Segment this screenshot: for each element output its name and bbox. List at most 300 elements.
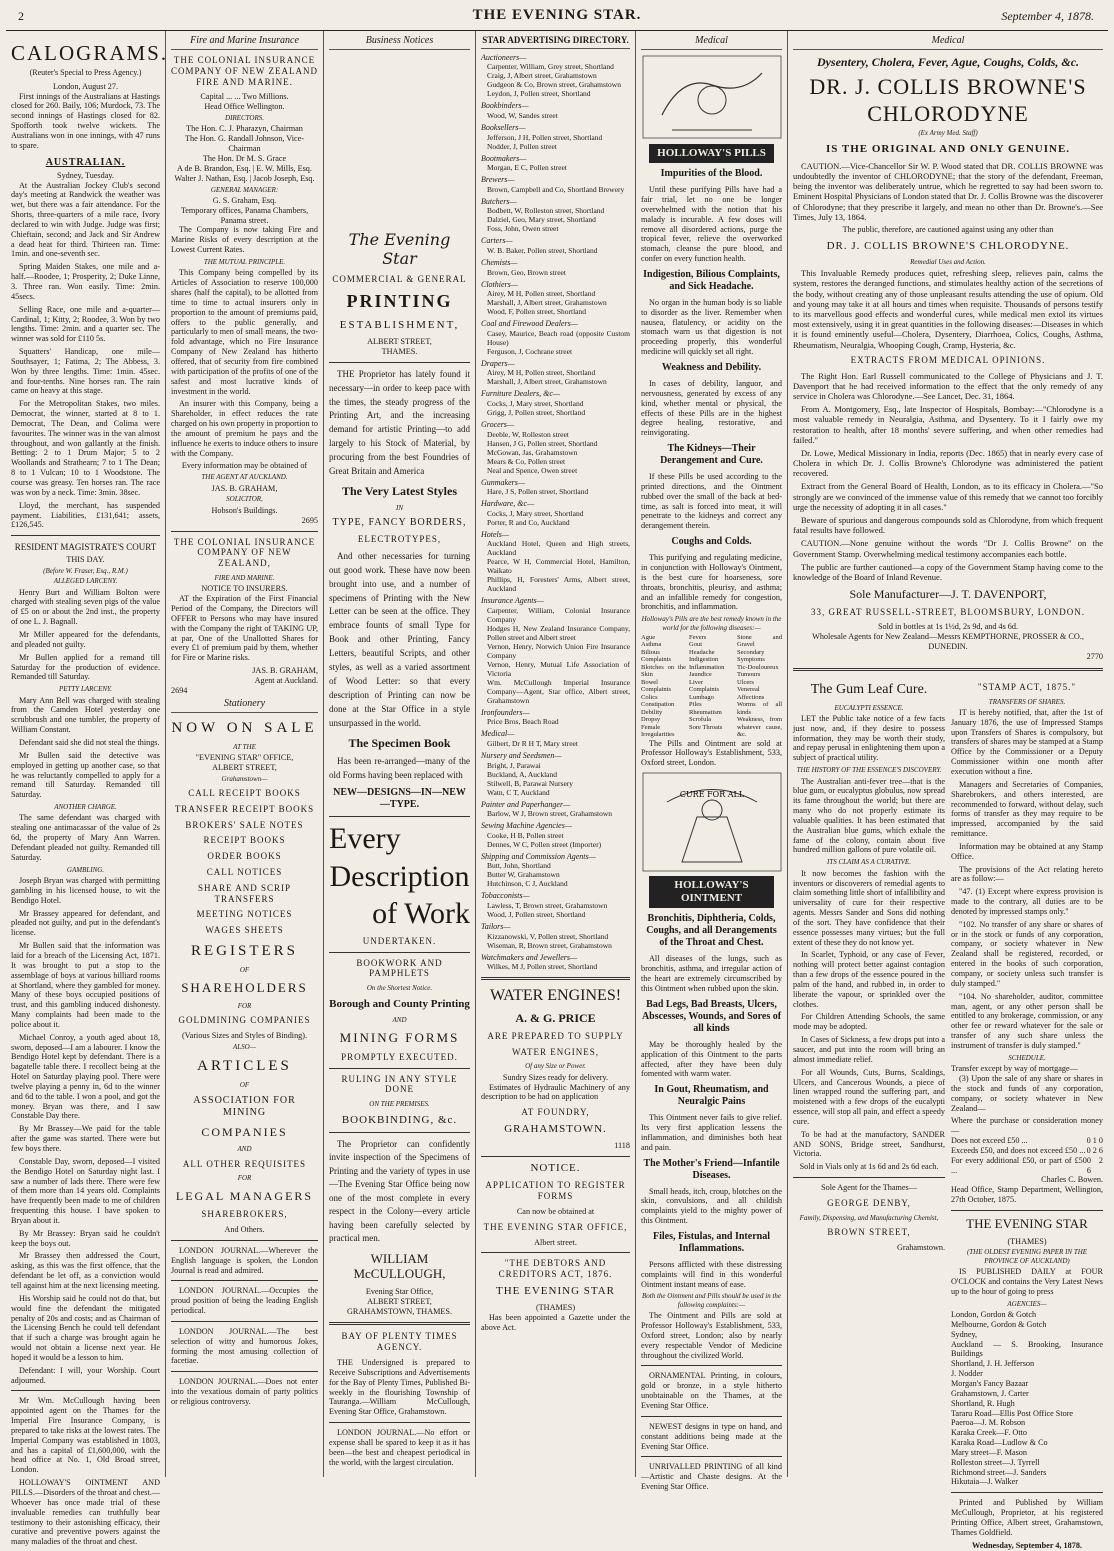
case-heading: GAMBLING. <box>66 865 105 874</box>
article-para: Lloyd, the merchant, has suspended payment. Liabilities, £131,641; assets, £126,545. <box>11 500 160 530</box>
buildings: Hobson's Buildings. <box>211 505 278 515</box>
schedule-value: 0 1 0 <box>1086 1136 1103 1146</box>
directory-entry: Stilwell, B, Parawai Nursery <box>487 778 574 788</box>
registers: REGISTERS <box>190 943 298 960</box>
both-heading: Both the Ointment and Pills should be used in the following complaints:— <box>641 1292 781 1309</box>
disease-item: Tumours <box>737 671 761 679</box>
directory-category: Tailors— <box>481 922 511 932</box>
directory-entry: Buckland, A, Auckland <box>487 769 557 779</box>
shareholders: SHAREHOLDERS <box>181 980 308 996</box>
newspaper-title: THE EVENING STAR. <box>472 6 642 23</box>
directory-category: Insurance Agents— <box>481 596 544 606</box>
schedule-label: Exceeds £50, and does not exceed £50 ... <box>951 1145 1086 1155</box>
stamp-act-heading: "STAMP ACT, 1875." <box>977 681 1077 692</box>
directory-category: Bootmakers— <box>481 153 527 163</box>
stationery-item: RECEIPT BOOKS <box>203 835 286 846</box>
promptly: PROMPTLY EXECUTED. <box>341 1051 458 1062</box>
directory-category: Nursery and Seedsmen— <box>481 751 562 761</box>
case-heading: ANOTHER CHARGE. <box>54 803 117 812</box>
article-para: By Mr Brassey—We paid for the table after the game was started. There were but few boys there. <box>11 1124 160 1153</box>
two-column-area <box>793 677 1103 1551</box>
mothers-friend-heading: The Mother's Friend—Infantile Diseases. <box>643 1157 780 1181</box>
shortest: On the Shortest Notice. <box>366 984 433 993</box>
directors-heading: DIRECTORS. <box>225 114 264 123</box>
issue-date: September 4, 1878. <box>1001 9 1094 23</box>
article-para: Small heads, itch, croup, blotches on the skin, convulsions, and all childish complaints yield to the mighty power of this Ointment. <box>641 1186 782 1226</box>
disease-item: Venereal Affections <box>737 686 765 701</box>
disease-item: Debility <box>641 708 663 716</box>
agent-name: JAS. B. GRAHAM, <box>252 666 318 676</box>
insurance-title-2: THE COLONIAL INSURANCE COMPANY OF NEW ZEALAND, <box>173 536 316 569</box>
divider <box>329 1132 470 1133</box>
for: FOR <box>237 1174 252 1183</box>
ruling: RULING IN ANY STYLE DONE <box>341 1073 458 1095</box>
article-para: IT is hereby notified, that, after the 1st of January 1876, the use of Impressed Stamps upon Transfers of Shares is compulsory, but transfers of shares may be stamped at a Stamp Office by the Commissioner or a Deputy Commissioner within one month after execution without a fine. <box>951 707 1103 776</box>
ad-ref: 2694 <box>171 685 188 695</box>
gazette-notice: Has been appointed a Gazette under the above Act. <box>481 1313 630 1332</box>
disease-item: Headache <box>689 648 715 656</box>
address: 33, GREAT RUSSELL-STREET, BLOOMSBURY, LONDON. <box>810 606 1086 617</box>
stationery-item: CALL NOTICES <box>206 867 283 878</box>
vials: Sold in Vials only at 1s 6d and 2s 6d each. <box>799 1162 939 1172</box>
divider <box>951 1210 1103 1211</box>
masthead <box>6 0 1108 31</box>
imprint-date: Wednesday, September 4, 1878. <box>972 1540 1082 1550</box>
disease-item: Bowel Complaints <box>641 678 671 694</box>
schedule-value: 0 2 6 <box>1086 1145 1103 1155</box>
stationery-item: SHARE AND SCRIP TRANSFERS <box>197 882 292 904</box>
divider <box>793 668 1103 671</box>
type-borders: TYPE, FANCY BORDERS, <box>332 516 467 528</box>
notice-heading: NOTICE TO INSURERS. <box>201 584 288 594</box>
article-para: Spring Maiden Stakes, one mile and a-half.—Roodee, 1; Prosperity, 2; Duke Linne, 3. Three ran. Won easily. Time: 2min. 45secs. <box>11 262 160 301</box>
directory-entry: Barlow, W J, Brown street, Grahamstown <box>487 809 613 819</box>
column-holloway <box>636 31 788 1492</box>
disease-item: Fevers <box>689 633 707 641</box>
directory-entry: Gilbert, Dr R H T, Mary street <box>487 739 578 749</box>
ad-ref: 1118 <box>614 1141 630 1151</box>
divider <box>329 816 470 817</box>
calograms-subtitle: (Reuter's Special to Press Agency.) <box>29 68 142 78</box>
divider <box>329 952 470 953</box>
disease-item: Worms of all kinds <box>737 701 782 716</box>
town: Grahamstown— <box>221 774 268 783</box>
article-para: The same defendant was charged with stealing one antimacassar of the value of 2s 6d, the property of Mary Ann Warren. Defendant pleaded not guilty. Remanded till Saturday. <box>11 813 160 862</box>
article-para: This Ointment never fails to give relief. Its very first application lessens the inflammation, and diminishes both heat and pain. <box>641 1113 782 1152</box>
disease-item: Bilious Complaints <box>641 648 671 664</box>
holloways-ointment-banner: HOLLOWAY'S OINTMENT <box>649 876 774 908</box>
directory-entry: Craig, J, Albert street, Grahamstown <box>487 71 597 81</box>
divider <box>481 1252 630 1253</box>
article-para: Defendant: I will, your Worship. Court adjourned. <box>11 1365 160 1385</box>
disease-item: Piles <box>689 701 702 709</box>
directory-category: Grocers— <box>481 419 515 429</box>
ornamental-ad: ORNAMENTAL Printing, in colours, gold or bronze, in a style hitherto unobtainable on the Thames, at the Evening Star Office. <box>641 1371 782 1410</box>
companies: COMPANIES <box>201 1124 288 1139</box>
column-heading: Stationery <box>171 698 318 713</box>
agent-at: THE AGENT AT AUCKLAND. <box>201 473 288 482</box>
director: A de B. Brandon, Esq. | E. W. Mills, Esq. <box>177 163 312 173</box>
can-now: Can now be obtained at <box>516 1206 595 1216</box>
of-work: of Work <box>372 897 470 931</box>
agent-entry: Shortland, R. Hugh <box>951 1398 1015 1408</box>
directory-entry: Bodbett, W, Rolleston street, Shortland <box>487 206 605 216</box>
disease-item: Tic-Douloureux <box>737 663 779 671</box>
director: The Hon. Dr M. S. Grace <box>202 154 287 163</box>
disease-item: Jaundice <box>689 671 712 679</box>
divider <box>481 977 630 980</box>
article-para: This purifying and regulating medicine, in conjunction with Holloway's Ointment, is the best cure for hoarseness, sore throats, bronchitis, pleurisy, and asthma; and an infallible remedy for congestion, bronchitis, and inflammation. <box>641 553 782 612</box>
agent-entry: Auckland — S. Brooking, Insurance Buildings <box>951 1339 1103 1359</box>
street: BROWN STREET, <box>827 1227 911 1238</box>
article-para: Mary Ann Bell was charged with stealing from the Camden Hotel yesterday one scrubbrush and one tumbler, the property of William Constant. <box>11 695 160 735</box>
agent-entry: Richmond street—J. Sanders <box>951 1467 1047 1477</box>
disease-item: Inflammation <box>689 663 725 671</box>
schedule-heading: SCHEDULE. <box>1008 1053 1046 1062</box>
schedule-value: 0 2 6 <box>1086 1155 1103 1175</box>
estimates: Estimates of Hydraulic Machinery of any description to be had on application <box>481 1082 630 1102</box>
disease-item: Female Irregularities <box>641 723 675 739</box>
disease-item: Dropsy <box>641 716 661 724</box>
office: THE EVENING STAR OFFICE, <box>483 1221 628 1232</box>
divider <box>951 1492 1103 1493</box>
directory-entry: Wood, J, Pollen street, Shortland <box>487 910 586 920</box>
directory-entry: Price Bros, Beach Road <box>487 717 559 727</box>
indigestion-heading: Indigestion, Bilious Complaints, and Sick Headache. <box>643 268 780 292</box>
disease-item: Ulcers <box>737 678 754 686</box>
disease-item: Indigestion <box>689 656 719 664</box>
article-para: For the Metropolitan Stakes, two miles. Democrat, the winner, started at 8 to 1. Democrat, The Dean, and Colima were favourites. The winner was in the van almost throughout, and won gallantly at the finish. Betting: 2 to 1 Drum Major; 5 to 2 Woollands and Strathearn; 7 to 1 The Dean; 8 to 1 Vulcan; 10 to 1 Woodstone. The course was greasy. Ten horses ran. The race was won by a neck. Time: 3min. 38sec. <box>11 399 160 497</box>
directory-entry: Wm. McCullough Imperial Insurance Company—Agent, Star office, Albert street, Grahamstown <box>487 677 630 705</box>
directory-entry: Marshall, J, Albert street, Grahamstown <box>487 298 607 308</box>
ad-ref: 2695 <box>301 515 318 525</box>
disease-item: Secondary Symptoms <box>737 648 765 664</box>
of: OF <box>239 966 250 975</box>
agent-entry: Hikutaia—J. Walker <box>951 1477 1018 1487</box>
also: ALSO— <box>233 1043 256 1052</box>
mining-forms: MINING FORMS <box>339 1030 460 1046</box>
directory-entry: Airey, M H, Pollen street, Shortland <box>487 368 596 378</box>
holloways-pills-banner: HOLLOWAY'S PILLS <box>649 144 774 163</box>
directory-category: Bookbinders— <box>481 101 529 111</box>
article-para: In cases of debility, languor, and nervousness, generated by excess of any kind, whether mental or physical, the effects of these Pills are in the highest degree healing, restorative, and reinvigorating. <box>641 379 782 438</box>
in: IN <box>396 503 403 512</box>
calograms-title: CALOGRAMS. <box>11 41 169 65</box>
article-para: In Cases of Sickness, a few drops put into a saucer, and put into the room will bring an almost immediate relief. <box>793 1035 945 1064</box>
agent-entry: Sydney, <box>951 1329 978 1339</box>
newest-ad: NEWEST designs in type on hand, and constant additions being made at the Evening Star Office. <box>641 1421 782 1451</box>
bad-legs-heading: Bad Legs, Bad Breasts, Ulcers, Abscesses, Wounds, and Sores of all kinds <box>641 998 782 1034</box>
directory-category: Sewing Machine Agencies— <box>481 821 572 831</box>
office-name: "EVENING STAR" OFFICE, <box>195 753 294 763</box>
water-engines: WATER ENGINES! <box>489 987 622 1005</box>
directory-category: Gunmakers— <box>481 477 525 487</box>
disease-item: Colics <box>641 693 658 701</box>
latest-styles: The Very Latest Styles <box>342 484 457 499</box>
directory-entry: Butt, John, Shortland <box>487 861 551 871</box>
transfers: TRANSFERS OF SHARES. <box>988 697 1066 706</box>
original-genuine: IS THE ORIGINAL AND ONLY GENUINE. <box>825 142 1071 155</box>
manager: G. S. Graham, Esq. <box>212 195 277 205</box>
directory-entry: Butter W, Grahamstown <box>487 870 560 880</box>
paper-name: The Evening Star <box>348 230 451 269</box>
directory-category: Painter and Paperhanger— <box>481 799 571 809</box>
borough-county: Borough and County Printing <box>329 997 470 1010</box>
agent-entry: Karaka Creek—F. Otto <box>951 1428 1027 1438</box>
column-heading: STAR ADVERTISING DIRECTORY. <box>481 35 630 49</box>
disease-item: Lumbago <box>689 693 714 701</box>
directory-entry: Porter, R and Co, Auckland <box>487 517 570 527</box>
gum-leaf-column <box>793 677 945 1551</box>
unrivalled-ad: UNRIVALLED PRINTING of all kind—Artistic and Chaste designs. At the Evening Star Office. <box>641 1462 782 1492</box>
article-para: If these Pills be used according to the printed directions, and the Ointment rubbed over the small of the back at bed-time, as salt is forced into meat, it will penetrate to the kidneys and correct any derangement therein. <box>641 472 782 531</box>
disease-item: Stone and Gravel <box>737 633 782 649</box>
article-para: No organ in the human body is so liable to disorder as the liver. Remember when nausea, flatulency, or acidity on the stomach warn us that digestion is not proceeding properly, this wonderful medicine will quickly set all right. <box>641 297 782 357</box>
article-para: The Right Hon. Earl Russell communicated to the College of Physicians and J. T. Davenport that he had received information to the effect that the only remedy of any service in Cholera was Chlorodyne.—See Lancet, Dec. 31, 1864. <box>793 370 1103 401</box>
case-heading: ALLEGED LARCENY. <box>53 577 118 586</box>
foundry: AT FOUNDRY, <box>521 1107 590 1118</box>
schedule-label: For every additional £50, or part of £50 ... <box>951 1155 1087 1175</box>
bronchitis-heading: Bronchitis, Diphtheria, Colds, Coughs, and all Derangements of the Throat and Chest. <box>646 913 777 949</box>
new-designs: NEW—DESIGNS—IN—NEW—TYPE. <box>333 787 466 811</box>
legal-managers: LEGAL MANAGERS <box>175 1188 314 1203</box>
engraving-illustration <box>642 54 782 140</box>
solicitor: SOLICITOR, <box>226 495 263 504</box>
directory-entry: Leydon, J, Pollen street, Shortland <box>487 89 591 99</box>
history-heading: THE HISTORY OF THE ESSENCE'S DISCOVERY. <box>796 766 942 775</box>
article-para: Mr Bullen said that the information was laid for a breach of the Licensing Act, 1871. It was brought to put a stop to the assemblage of boys at various billiard rooms at Shortland, where they gambled for money. Many of these boys occupied positions of trust, and this gambling induced dishonesty. Many complaints had been made to the police about it. <box>11 941 160 1029</box>
mutual-heading: THE MUTUAL PRINCIPLE. <box>203 257 286 266</box>
directory-entry: Lawless, T, Brown street, Grahamstown <box>487 901 608 911</box>
directory-category: Drapers— <box>481 358 515 368</box>
signature: Charles C. Bowen. <box>1041 1175 1103 1185</box>
directory-category: Booksellers— <box>481 122 526 132</box>
bookbinding: BOOKBINDING, &c. <box>341 1113 458 1126</box>
divider <box>641 1416 782 1417</box>
thames: (THAMES) <box>535 1303 576 1313</box>
london-journal-ad: LONDON JOURNAL.—The best selection of witty and humorous Jokes, forming the most amusing collection of facetiae. <box>171 1326 318 1366</box>
directory-entry: Mears & Co, Pollen street <box>487 456 566 466</box>
agent-at: Agent at Auckland. <box>254 675 318 685</box>
kidneys-heading: The Kidneys—Their Derangement and Cure. <box>660 443 763 467</box>
directory-entry: Cocks, J, Mary street, Shortland <box>487 508 584 518</box>
bookwork: BOOKWORK AND PAMPHLETS <box>356 957 443 979</box>
article-para: His Worship said he could not do that, but would fine the defendant the mitigated penalty of 20s and costs; and as Chairman of the Licensing Bench he could tell defendant that if such a charge was brought again he would not obtain a license next year. He hoped it would be a lesson to him. <box>11 1293 160 1362</box>
article-para: The Ointment and Pills are sold at Professor Holloway's Establishment, 533, Oxford street, London; also by nearly every respectable Vendor of Medicine throughout the civilized World. <box>641 1311 782 1360</box>
street: Albert street. <box>534 1237 577 1247</box>
stationery-item: BROKERS' SALE NOTES <box>185 819 304 830</box>
article-para: From A. Montgomery, Esq., late Inspector of Hospitals, Bombay:—"Chlorodyne is a most valuable remedy in Neuralgia, Asthma, and Dysentery. To it I fairly owe my restoration to health, after 18 months' severe suffering, and when other remedies had failed." <box>793 404 1103 445</box>
stationery-item: TRANSFER RECEIPT BOOKS <box>174 803 315 814</box>
coughs-heading: Coughs and Colds. <box>671 536 752 548</box>
article-para: LET the Public take notice of a few facts just now, and, if they desire to possess information, they may be worth their study, and repay perusal in enlightening them upon a subject of practical utility. <box>793 713 945 763</box>
directory-entry: McGowan, Jas, Grahamstown <box>487 447 578 457</box>
goldmining: GOLDMINING COMPANIES <box>178 1015 311 1026</box>
articles: ARTICLES <box>197 1058 292 1075</box>
impurities-heading: Impurities of the Blood. <box>660 168 763 180</box>
article-para: The provisions of the Act relating hereto are as follow:— <box>951 864 1103 884</box>
columns <box>6 31 1108 1550</box>
now-on-sale: NOW ON SALE <box>171 719 318 736</box>
article-para: Dr. Lowe, Medical Missionary in India, reports (Dec. 1865) that in nearly every case of Cholera in which Dr. J. Collis Browne's Chlorodyne was administered the patient recovered. <box>793 447 1103 479</box>
capital: Capital ... ... Two Millions. <box>200 92 289 102</box>
directory-entry: Jefferson, J H, Pollen street, Shortland <box>487 132 603 142</box>
case-heading: PETTY LARCENY. <box>58 685 113 694</box>
directory-entry: Cooke, H B, Pollen street <box>487 830 564 840</box>
directory-entry: Brown, Campbell and Co, Shortland Brewery <box>487 184 625 194</box>
article-para: Information may be obtained at any Stamp Office. <box>951 841 1103 861</box>
agent-entry: J. Nodder <box>951 1369 983 1379</box>
column-calograms <box>6 31 169 1547</box>
directory-entry: Phillips, H, Foresters' Arms, Albert street, Auckland <box>487 575 630 594</box>
directory-category: Shipping and Commission Agents— <box>481 851 596 861</box>
article-para: For all Wounds, Cuts, Burns, Scaldings, Ulcers, and Cancerous Wounds, a piece of linen wrapped round the suffering part, and moistened with a few drops of the eucalypti essence, will stop all pain, and effect a speedy cure. <box>793 1067 945 1126</box>
article-para: By Mr Brassey: Bryan said he couldn't keep the boys out. <box>11 1228 160 1248</box>
divider <box>171 1371 318 1372</box>
article-para: To be had at the manufactory, SANDER AND SONS, Bridge street, Sandhurst, Victoria. <box>793 1129 945 1159</box>
info-line: Every information may be obtained of <box>181 461 308 471</box>
article-para: At the Australian Jockey Club's second day's meeting at Randwick the weather was wet, but there was a fair attendance. For the Shorts, three-quarters of a mile race, Ivory declared to win with Judge. Judge was first; Chieftain, second; and Jack and Sir Andrew a dead heat for third. Thirteen ran. Time: 1min. and one-seventh sec. <box>11 180 160 259</box>
director: Walter J. Nathan, Esq. | Jacob Joseph, Esq. <box>174 173 315 183</box>
eucalypti: EUCALYPTI ESSENCE. <box>834 703 904 712</box>
article-para: "47. (1) Except where express provision is made to the contrary, all duties are to be denoted by impressed stamps only." <box>951 887 1103 916</box>
public-caution: The public, therefore, are cautioned against using any other than <box>842 224 1054 234</box>
article-para: CAUTION.—None genuine without the words "Dr J. Collis Browne" on the Government Stamp. Overwhelming medical testimony accompanies each bottle. <box>793 538 1103 559</box>
article-para: First innings of the Australians at Hastings closed for 260. Baily, 106; Murdock, 73. The second innings of Hastings closed for 82. Spofforth took twelve wickets. The Australians won in one innings, with 47 runs to spare. <box>11 91 160 150</box>
article-para: Constable Day, sworn, deposed—I visited the Bendigo Hotel on Saturday night last. I saw a number of lads there. There were few of them more than 14 years old. Complaints have frequently been made to me of children frequenting this house. I have spoken to Bryan about it. <box>11 1156 160 1225</box>
divider <box>329 1068 470 1069</box>
directory-category: Tobacconists— <box>481 891 530 901</box>
every: Every <box>329 822 401 856</box>
agent-name: GEORGE DENBY, <box>827 1197 911 1208</box>
schedule-subheading: Transfer except by way of mortgage— <box>951 1064 1078 1074</box>
disease-item: Asthma <box>641 641 662 649</box>
prepared: ARE PREPARED TO SUPPLY <box>487 1030 624 1041</box>
article-para: May be thoroughly healed by the application of this Ointment to the parts affected, after they have been duly fomented with warm water. <box>641 1039 782 1079</box>
and: AND <box>392 1015 407 1024</box>
all-other: ALL OTHER REQUISITES <box>182 1158 307 1169</box>
directory-entry: Wood, F, Pollen street, Shortland <box>487 307 586 317</box>
premises: ON THE PREMISES. <box>369 1100 430 1109</box>
bottles: Sold in bottles at 1s 1½d, 2s 9d, and 4s 6d. <box>877 622 1019 632</box>
ointment-illustration <box>642 772 782 872</box>
and: AND <box>237 1145 252 1154</box>
divider <box>171 1321 318 1322</box>
directory-category: Hotels— <box>481 529 509 539</box>
debtors-act: "THE DEBTORS AND CREDITORS ACT, 1876. <box>498 1258 613 1280</box>
article-para: "104. No shareholder, auditor, committee man, agent, or any other person shall be entitled to any brokerage, commission, or any other fee or reward whatever for the sale or transfer of any such share unless the instrument of transfer is duly stamped." <box>951 991 1103 1050</box>
article-para: This Company being compelled by its Articles of Association to reserve 100,000 shares (half the capital), to be allotted from time to time to actual insurers only in proportion to the amount of premiums paid, offers to the public generally, and particularly to men of small means, the two-fold advantage, which no Fire Insurance Company of New Zealand has hitherto offered, that of security from fire combined with participation of the profits of one of the safest and most lucrative kinds of investment in the world. <box>171 268 318 396</box>
disease-item: Weakness, from whatever cause, &c. <box>737 716 782 739</box>
article-para: Mr Bullen said the detective was employed in getting up another case, so that he was reluctantly compelled to apply for a remand till Saturday. Remanded till Saturday. <box>11 750 160 800</box>
disease-item: Gout <box>689 641 702 649</box>
directory-category: Auctioneers— <box>481 52 527 62</box>
directory-entry: Neal and Spence, Owen street <box>487 465 578 475</box>
article-para: Mr Wm. McCullough having been appointed agent on the Thames for the Imperial Fire Insurance Company, is prepared to take risks at the lowest rates. The Imperial Company was established in 1803, and has a capital of £1,600,000, with the head office at No. 1, Old Broad street, London. <box>11 1396 160 1475</box>
and-others: And Others. <box>224 1225 265 1235</box>
agent-name: JAS. B. GRAHAM, <box>211 483 278 493</box>
head-office: Head Office Wellington. <box>204 102 285 112</box>
directory-category: Medical— <box>481 729 515 739</box>
commercial: COMMERCIAL & GENERAL <box>332 274 467 285</box>
uses-heading: Remedial Uses and Action. <box>910 257 986 266</box>
schedule-row <box>951 1116 1103 1136</box>
schedule-row <box>951 1146 1103 1156</box>
stamp-office: Head Office, Stamp Department, Wellington, 27th October, 1875. <box>951 1185 1103 1205</box>
article-para: For Children Attending Schools, the same mode may be adopted. <box>793 1012 945 1032</box>
directory-category: Furniture Dealers, &c— <box>481 389 561 399</box>
article-para: Until these purifying Pills have had a fair trial, let no one be longer overwhelmed with the notion that his malady is incurable. A few doses will remove all disordered actions, purge the tropical fever, relieve the overworked stomach, cleanse the pure blood, and confer on every function health. <box>641 185 782 264</box>
dateline: Sydney, Tuesday. <box>57 170 114 180</box>
divider <box>171 1280 318 1281</box>
extracts-heading: EXTRACTS FROM MEDICAL OPINIONS. <box>850 354 1046 365</box>
cure-for-all-text: CURE FOR ALL <box>679 790 744 800</box>
directory-category: Brewers— <box>481 175 515 185</box>
proprietor-name: WILLIAM McCULLOUGH, <box>353 1250 446 1282</box>
remedy-heading: Holloway's Pills are the best remedy known in the world for the following diseases:— <box>641 615 782 632</box>
article-para: Michael Conroy, a youth aged about 18, sworn, deposed—I am a labourer. I know the Bendigo Hotel kept by defendant. There is a bagatelle table there. I recollect being at the Hotel on Saturday playing pool. There were twelve playing a penny in, 6d to the winner and 6d to the table. I won a pool, and got the money. Bryan was there, and I saw Constable Day there. <box>11 1032 160 1121</box>
directory-category: Hardware, &c— <box>481 499 535 509</box>
chlorodyne-title: DR. J. COLLIS BROWNE'S CHLORODYNE <box>809 74 1087 126</box>
article-para: This Invaluable Remedy produces quiet, refreshing sleep, relieves pain, calms the system, restores the deranged functions, and stimulates healthy action of the secretions of the body, without creating any of those unpleasant results attending the use of opium. Old and young may take it at all hours and times when requisite. Thousands of persons testify to its marvellous good effects and wonderful cures, while medical men extol its virtues most extensively, using it in great quantities in the following diseases:—Diseases in which it is found eminently useful—Cholera, Dysentery, Diarrhoea, Colics, Coughs, Asthma, Rheumatism, Neuralgia, Whooping Cough, Cramp, Hysteria, &c. <box>793 268 1103 350</box>
agent-entry: Tararu Road—Ellis Post Office Store <box>951 1408 1074 1418</box>
divider <box>793 1177 945 1178</box>
directory-entry: Airey, M H, Pollen street, Shortland <box>487 289 596 299</box>
article-para: Mr Bullen applied for a remand till Saturday for the production of evidence. Remanded till Saturday. <box>11 652 160 682</box>
directory-entry: Carpenter, William, Grey street, Shortland <box>487 62 614 72</box>
street: ALBERT STREET, <box>367 1296 432 1306</box>
directory-entry: Dalziel, Geo, Mary street, Shortland <box>487 215 596 225</box>
description: Description <box>329 859 470 893</box>
article-para: THE Proprietor has lately found it necessary—in order to keep pace with the times, the steady progress of the Printing Art, and the increasing demand for artistic Printing—to add largely to his Stock of Material, by procuring from the best Foundries of Great Britain and America <box>329 368 470 477</box>
directory-entry: Carpenter, William, Colonial Insurance Company <box>487 605 630 624</box>
stationery-item: CALL RECEIPT BOOKS <box>188 788 301 799</box>
disease-item: Constipation <box>641 701 675 709</box>
agent-entry: London, Gordon & Gotch <box>951 1310 1037 1320</box>
directory-category: Watchmakers and Jewellers— <box>481 952 578 962</box>
bop-heading: BAY OF PLENTY TIMES AGENCY. <box>341 1331 458 1353</box>
ad-ref: 2770 <box>1086 651 1103 661</box>
column-heading: Medical <box>641 35 782 50</box>
article-para: The Australian anti-fever tree—that is the blue gum, or eucalyptus globulus, now spread its fame throughout the world; but there are many who do not properly estimate its valuable qualities. It has been estimated that the Australian blue gums, which exhale the fame of the colony, contain about five hundred million gallons of pure volatile oil. <box>793 776 945 855</box>
directory-entry: Hansen, J G, Pollen street, Shortland <box>487 438 598 448</box>
court-day: THIS DAY. <box>66 555 105 565</box>
article-para: Henry Burt and William Bolton were charged with stealing seven pigs of the value of £5 on or about the 2nd inst., the property of one L. J. Bagnall. <box>11 587 160 627</box>
oldest-paper: (THE OLDEST EVENING PAPER IN THE PROVINCE OF AUCKLAND) <box>966 1248 1088 1265</box>
directory-entry: Brown, Geo, Brown street <box>487 267 566 277</box>
family-chemist: Family, Dispensing, and Manufacturing Chemist, <box>799 1213 939 1222</box>
town: GRAHAMSTOWN. <box>504 1123 607 1136</box>
article-para: IS PUBLISHED DAILY at FOUR O'CLOCK and contains the Very Latest News up to the hour of going to press <box>951 1267 1103 1296</box>
column-heading: Medical <box>793 35 1103 50</box>
directory-entry: Vernon, Henry, Mutual Life Association of Victoria <box>487 659 630 678</box>
water-engines-sub: WATER ENGINES, <box>512 1046 599 1057</box>
manager-heading: GENERAL MANAGER: <box>210 185 279 194</box>
application: APPLICATION TO REGISTER FORMS <box>485 1180 626 1202</box>
agencies-heading: AGENCIES— <box>1007 1299 1047 1308</box>
claim-heading: ITS CLAIM AS A CURATIVE. <box>827 858 911 867</box>
street: ALBERT STREET, <box>367 336 432 346</box>
divider <box>641 1365 782 1366</box>
of: OF <box>239 1081 250 1090</box>
dysentery-heading: Dysentery, Cholera, Fever, Ague, Coughs, Colds, &c. <box>816 55 1080 69</box>
agent-entry: Karaka Road—Ludlow & Co <box>951 1438 1048 1448</box>
establishment: ESTABLISHMENT, <box>339 318 460 331</box>
agent-entry: Grahamstown, J. Carter <box>951 1388 1029 1398</box>
imprint: Printed and Published by William McCullough, Proprietor, at his registered Printing Office, Albert street, Grahamstown, Thames Goldfield. <box>951 1498 1103 1537</box>
article-para: Managers and Secretaries of Companies, Sharebrokers, and others interested, are recommended to forward, without delay, such forms of transfer as they may require to be impressed, accompanied by the said remittance. <box>951 779 1103 839</box>
directory-entry: Watn, C T, Auckland <box>487 787 550 797</box>
